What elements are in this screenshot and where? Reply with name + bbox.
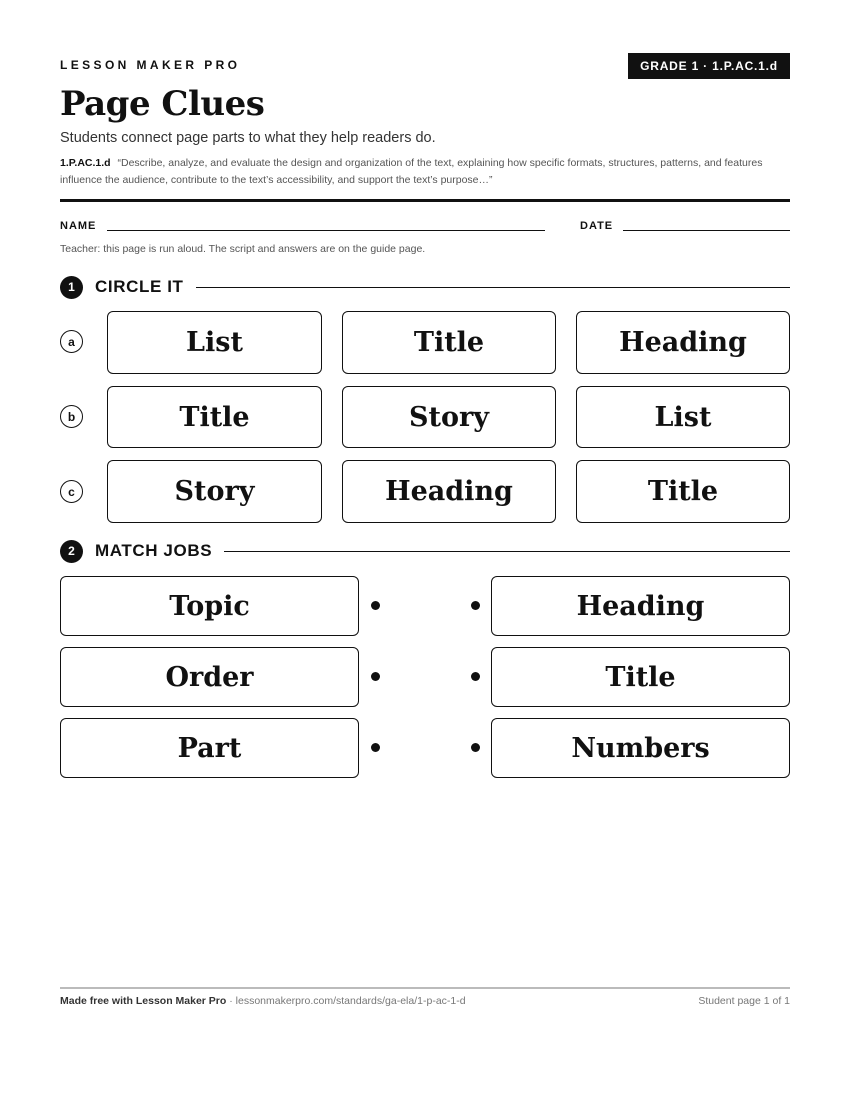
word-option-box[interactable]: Heading: [342, 460, 556, 523]
match-left-box[interactable]: Order: [60, 647, 359, 707]
standard-text: “Describe, analyze, and evaluate the design and organization of the text, explaining how specific formats, structures, patterns, and features influence the audience, contribute to the text’s accessibility, and support the text’s purpose…”: [60, 157, 763, 186]
match-dot-right[interactable]: [471, 601, 480, 610]
footer-url[interactable]: · lessonmakerpro.com/standards/ga-ela/1-p-ac-1-d: [226, 995, 466, 1007]
section-title: MATCH JOBS: [95, 541, 213, 560]
section-title: CIRCLE IT: [95, 277, 184, 296]
match-dot-left[interactable]: [371, 672, 380, 681]
match-right-box[interactable]: Numbers: [491, 718, 790, 778]
date-label: DATE: [580, 220, 614, 232]
match-dot-right[interactable]: [471, 672, 480, 681]
footer-divider: [60, 987, 790, 989]
match-dot-left[interactable]: [371, 601, 380, 610]
word-option-box[interactable]: Title: [576, 460, 790, 523]
name-label: NAME: [60, 220, 97, 232]
teacher-note: Teacher: this page is run aloud. The script and answers are on the guide page.: [60, 243, 426, 255]
section-number: 2: [60, 540, 83, 563]
brand-name: LESSON MAKER PRO: [60, 58, 241, 72]
section-circle-it-header: [60, 275, 790, 299]
row-letter-a: a: [60, 330, 83, 353]
header-divider: [60, 199, 790, 202]
section-match-jobs-header: [60, 539, 790, 563]
match-right-box[interactable]: Title: [491, 647, 790, 707]
word-option-box[interactable]: Title: [342, 311, 556, 374]
row-letter-c: c: [60, 480, 83, 503]
match-dot-left[interactable]: [371, 743, 380, 752]
page-subtitle: Students connect page parts to what they help readers do.: [60, 130, 436, 146]
word-option-box[interactable]: List: [107, 311, 322, 374]
footer-made-with: Made free with Lesson Maker Pro: [60, 995, 227, 1007]
word-option-box[interactable]: Heading: [576, 311, 790, 374]
section-rule: [224, 551, 790, 552]
name-line[interactable]: [107, 230, 545, 231]
date-line[interactable]: [623, 230, 790, 231]
match-right-box[interactable]: Heading: [491, 576, 790, 636]
word-option-box[interactable]: Story: [107, 460, 322, 523]
grade-badge: GRADE 1 · 1.P.AC.1.d: [628, 53, 790, 79]
word-option-box[interactable]: Title: [107, 386, 322, 448]
word-option-box[interactable]: Story: [342, 386, 556, 448]
page-title: Page Clues: [60, 84, 265, 124]
section-rule: [196, 287, 790, 288]
standard-code: 1.P.AC.1.d: [60, 157, 111, 169]
footer-page-label: Student page 1 of 1: [698, 995, 790, 1007]
match-left-box[interactable]: Topic: [60, 576, 359, 636]
match-dot-right[interactable]: [471, 743, 480, 752]
section-number: 1: [60, 276, 83, 299]
word-option-box[interactable]: List: [576, 386, 790, 448]
standard-description: [60, 155, 790, 189]
match-left-box[interactable]: Part: [60, 718, 359, 778]
footer-credit: [60, 995, 466, 1007]
worksheet-page: [60, 0, 790, 1100]
row-letter-b: b: [60, 405, 83, 428]
